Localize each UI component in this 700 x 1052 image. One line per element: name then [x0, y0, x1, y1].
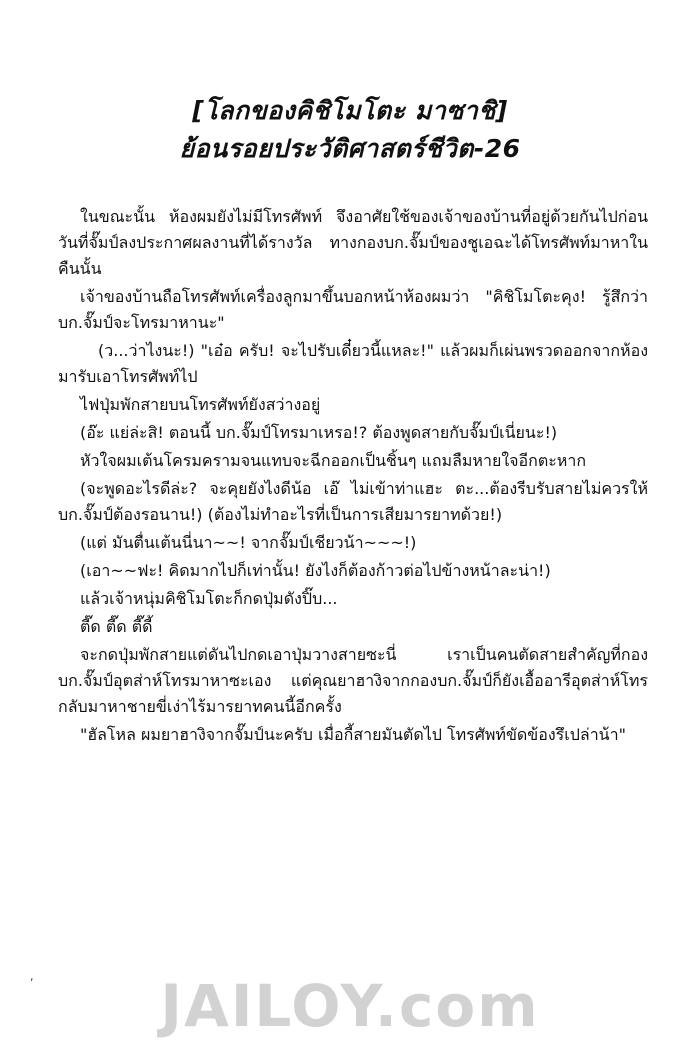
paragraph: "ฮัลโหล ผมยาฮางิจากจั๊มป์นะครับ เมื่อกี้สายมันตัดไป โทรศัพท์ขัดข้องรึเปล่าน้า" [80, 725, 626, 744]
article-body [58, 204, 648, 750]
title-line-2: ย้อนรอยประวัติศาสตร์ชีวิต-26 [179, 134, 521, 163]
paragraph: (ว...ว่าไงนะ!) "เอ๋อ ครับ! จะไปรับเดี๋ยวนี้แหละ!" แล้วผมก็เผ่นพรวดออกจากห้อง มารับเอาโทรศัพท์ไป [58, 341, 648, 386]
paragraph: ในขณะนั้น ห้องผมยังไม่มีโทรศัพท์ จึงอาศัยใช้ของเจ้าของบ้านที่อยู่ด้วยกันไปก่อน วันที่จั๊มป์ลงประกาศผลงานที่ได้รางวัล ทางกองบก.จั๊มป์ของชูเอฉะได้โทรศัพท์มาหาในคืนนั้น [58, 207, 648, 278]
paragraph: ไฟปุ่มพักสายบนโทรศัพท์ยังสว่างอยู่ [80, 395, 321, 414]
watermark: JAILOY.com [160, 972, 540, 1040]
stray-mark: , [30, 970, 34, 983]
title-line-1: [โลกของคิชิโมโตะ มาซาชิ] [192, 96, 508, 125]
paragraph: ตี๊ด ตี๊ด ตี๊ดี้ [80, 617, 153, 636]
paragraph: หัวใจผมเต้นโครมครามจนแทบจะฉีกออกเป็นชิ้นๆ แถมลืมหายใจอีกตะหาก [80, 451, 587, 470]
paragraph: เจ้าของบ้านถือโทรศัพท์เครื่องลูกมาขึ้นบอกหน้าห้องผมว่า "คิชิโมโตะคุง! รู้สึกว่าบก.จั๊มป์จะโทรมาหานะ" [58, 287, 648, 332]
paragraph: (จะพูดอะไรดีล่ะ? จะคุยยังไงดีน้อ เอ๊ ไม่เข้าท่าแฮะ ตะ...ต้องรีบรับสายไม่ควรให้บก.จั๊มป์ต้องรอนาน!) (ต้องไม่ทำอะไรที่เป็นการเสียมารยาทด้วย!) [58, 479, 648, 524]
paragraph: จะกดปุ่มพักสายแต่ดันไปกดเอาปุ่มวางสายซะนี่ เราเป็นคนตัดสายสำคัญที่กองบก.จั๊มป์อุตส่าห์โทรมาหาซะเอง แต่คุณยาฮางิจากกองบก.จั๊มป์ก็ยังเอื้ออารีอุตส่าห์โทรกลับมาหาชายขี่เง่าไร้มารยาทคนนี้อีกครั้ง [58, 645, 648, 716]
paragraph: (แต่ มันตื่นเต้นนี่นา~~! จากจั๊มป์เชียวน้า~~~!) [80, 533, 417, 552]
paragraph: (เอา~~ฟะ! คิดมากไปก็เท่านั้น! ยังไงก็ต้องก้าวต่อไปข้างหน้าละน่า!) [80, 561, 551, 580]
title-block [0, 92, 700, 168]
paragraph: (อ๊ะ แย่ล่ะสิ! ตอนนี้ บก.จั๊มป์โทรมาเหรอ!? ต้องพูดสายกับจั๊มป์เนี่ยนะ!) [80, 423, 558, 442]
paragraph: แล้วเจ้าหนุ่มคิชิโมโตะก็กดปุ่มดังปิ๊บ... [80, 589, 338, 608]
